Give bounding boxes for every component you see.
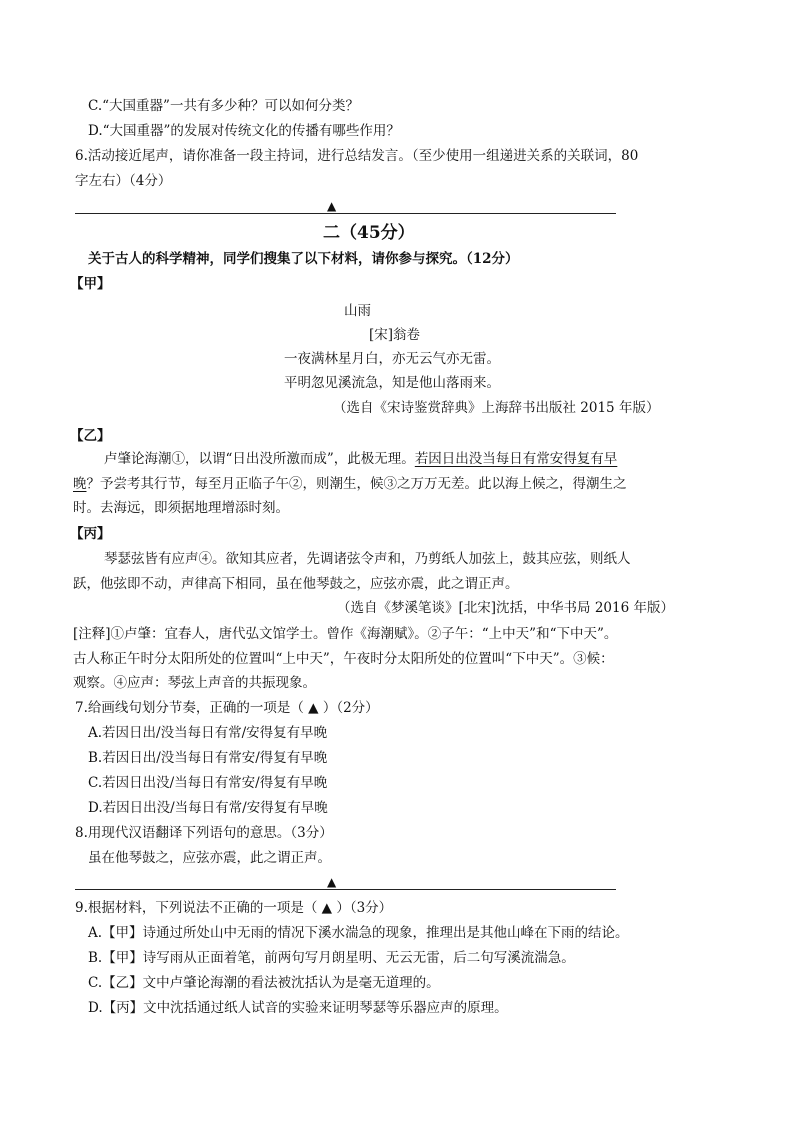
q8-sentence: 虽在他琴鼓之，应弦亦震，此之谓正声。 [88, 850, 331, 866]
answer-triangle-marker: ▲ [327, 199, 337, 213]
q7-option-b: B.若因日出/没当每日有常安/得复有早晚 [88, 750, 328, 766]
answer-triangle-marker-2: ▲ [327, 875, 337, 889]
passage-yi-line1 [104, 449, 617, 469]
q5-option-d: D.“大国重器”的发展对传统文化的传播有哪些作用？ [88, 123, 400, 139]
q9-stem: 9.根据材料，下列说法不正确的一项是（ ▲ ）（3分） [75, 900, 393, 916]
passage-bing-line2: 跃，他弦即不动，声律高下相同，虽在他琴鼓之，应弦亦震，此之谓正声。 [73, 576, 519, 592]
notes-line3: 观察。④应声：琴弦上声音的共振现象。 [73, 675, 316, 691]
q9-option-b: B.【甲】诗写雨从正面着笔，前两句写月朗星明、无云无雷，后二句写溪流湍急。 [88, 950, 575, 966]
passage-bing-line1: 琴瑟弦皆有应声④。欲知其应者，先调诸弦令声和，乃剪纸人加弦上，鼓其应弦，则纸人 [104, 551, 631, 567]
q7-option-c: C.若因日出没/当每日有常安/得复有早晚 [88, 775, 328, 791]
passage-yi-line2 [73, 474, 627, 494]
underlined-sentence-end: 晚 [73, 476, 87, 492]
poem-source: （选自《宋诗鉴赏辞典》上海辞书出版社 2015 年版） [333, 400, 660, 416]
q9-option-d: D.【丙】文中沈括通过纸人试音的实验来证明琴瑟等乐器应声的原理。 [88, 1000, 508, 1016]
notes-line1: [注释]①卢肇：宜春人，唐代弘文馆学士。曾作《海潮赋》。②子午：“上中天”和“下中天”。 [73, 626, 618, 642]
q9-option-a: A.【甲】诗通过所处山中无雨的情况下溪水湍急的现象，推理出是其他山峰在下雨的结论。 [88, 925, 629, 941]
passage-jia-label: 【甲】 [70, 276, 111, 292]
q6-stem-line2: 字左右）（4分） [75, 173, 172, 189]
q9-option-c: C.【乙】文中卢肇论海潮的看法被沈括认为是毫无道理的。 [88, 975, 440, 991]
passage-bing-source: （选自《梦溪笔谈》[北宋]沈括，中华书局 2016 年版） [337, 600, 674, 616]
poem-author: [宋]翁卷 [369, 327, 421, 343]
q8-stem: 8.用现代汉语翻译下列语句的意思。（3分） [75, 825, 333, 841]
section-intro: 关于古人的科学精神，同学们搜集了以下材料，请你参与探究。（12分） [88, 251, 519, 267]
q7-option-d: D.若因日出没/当每日有常/安得复有早晚 [88, 800, 328, 816]
poem-line-1: 一夜满林星月白，亦无云气亦无雷。 [284, 351, 500, 367]
q7-option-a: A.若因日出/没当每日有常/安得复有早晚 [88, 725, 328, 741]
passage-yi-label: 【乙】 [70, 428, 111, 444]
q6-stem-line1: 6.活动接近尾声，请你准备一段主持词，进行总结发言。（至少使用一组递进关系的关联词，80 [75, 148, 639, 164]
poem-line-2: 平明忽见溪流急，知是他山落雨来。 [284, 375, 500, 391]
section-title: 二（45分） [323, 223, 415, 243]
notes-line2: 古人称正午时分太阳所处的位置叫“上中天”，午夜时分太阳所处的位置叫“下中天”。③候： [73, 651, 614, 667]
answer-line [75, 213, 616, 214]
answer-line-2 [75, 889, 616, 890]
passage-yi-text: 卢肇论海潮①，以谓“日出没所激而成”，此极无理。 [104, 451, 415, 467]
poem-title: 山雨 [344, 303, 371, 319]
underlined-sentence: 若因日出没当每日有常安得复有早 [414, 451, 618, 467]
passage-yi-line3: 时。去海远，即须据地理增添时刻。 [73, 500, 289, 516]
passage-bing-label: 【丙】 [70, 526, 111, 542]
q5-option-c: C.“大国重器”一共有多少种？可以如何分类？ [88, 98, 359, 114]
q7-stem: 7.给画线句划分节奏，正确的一项是（ ▲ ）（2分） [75, 700, 379, 716]
passage-yi-text-2: ？予尝考其行节，每至月正临子午②，则潮生，候③之万万无差。此以海上候之，得潮生之 [86, 476, 627, 492]
